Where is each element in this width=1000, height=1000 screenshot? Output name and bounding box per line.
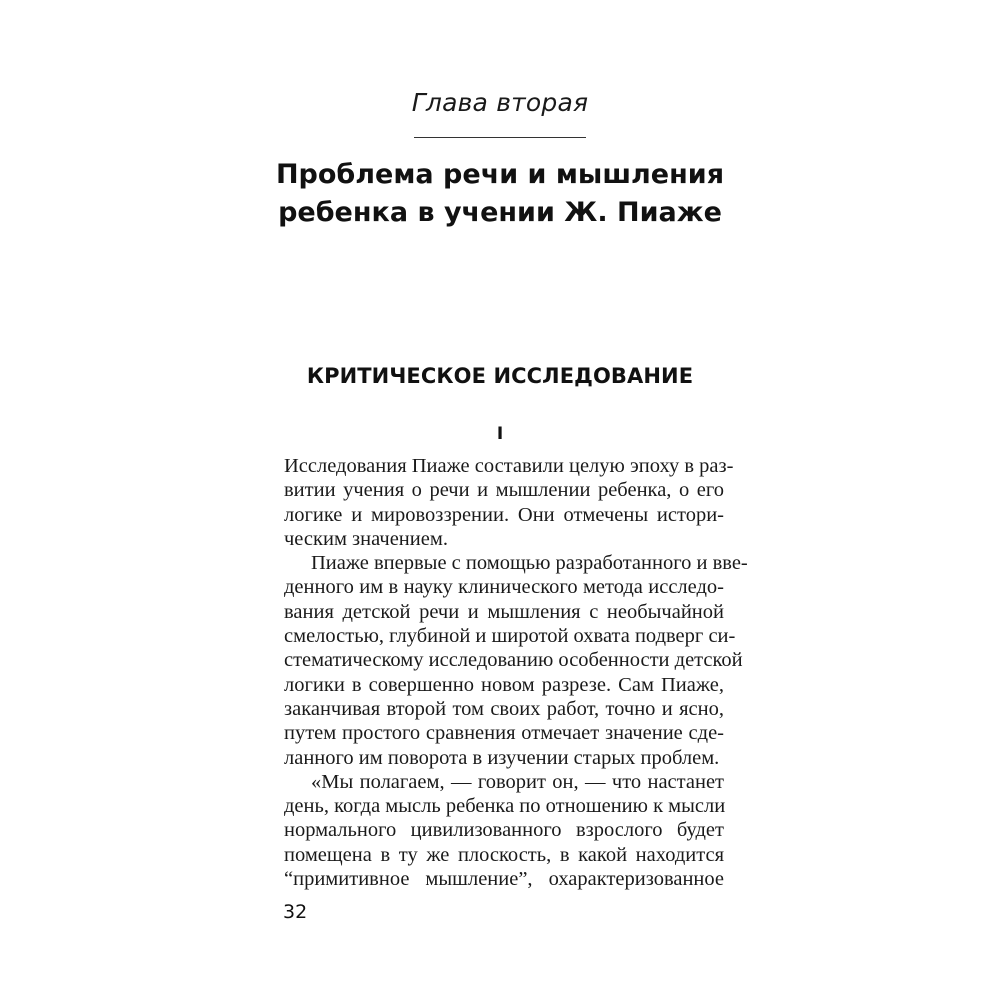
body-line: путем простого сравнения отмечает значение сде- — [284, 722, 724, 745]
body-line: стематическому исследованию особенности детской — [284, 649, 743, 672]
body-line: ланного им поворота в изучении старых проблем. — [284, 746, 720, 769]
body-line: логике и мировоззрении. Они отмечены истори- — [284, 503, 724, 526]
chapter-title-line: Проблема речи и мышления — [275, 159, 725, 190]
body-line: логики в совершенно новом разрезе. Сам Пиаже, — [284, 673, 724, 696]
body-text — [284, 454, 748, 891]
body-line: денного им в науку клинического метода исследо- — [284, 576, 724, 599]
body-line: помещена в ту же плоскость, в какой находится — [284, 843, 724, 866]
body-line: нормального цивилизованного взрослого будет — [284, 819, 724, 842]
chapter-title-line: ребенка в учении Ж. Пиаже — [278, 197, 722, 228]
chapter-label: Глава вторая — [411, 88, 589, 117]
body-line: заканчивая второй том своих работ, точно и ясно, — [284, 697, 724, 720]
body-line: ческим значением. — [284, 527, 448, 550]
chapter-divider — [414, 137, 586, 138]
body-line: витии учения о речи и мышлении ребенка, о его — [284, 479, 724, 502]
body-line: вания детской речи и мышления с необычайной — [284, 600, 724, 623]
body-line: «Мы полагаем, — говорит он, — что настанет — [311, 770, 724, 793]
body-line: Пиаже впервые с помощью разработанного и вве- — [311, 552, 748, 575]
body-line: Исследования Пиаже составили целую эпоху в раз- — [284, 455, 734, 477]
body-line: “примитивное мышление”, охарактеризованное — [284, 868, 724, 891]
section-number: I — [496, 424, 504, 444]
body-line: смелостью, глубиной и широтой охвата подверг си- — [284, 625, 736, 648]
page-number: 32 — [283, 901, 308, 923]
body-line: день, когда мысль ребенка по отношению к мысли — [284, 795, 726, 818]
section-heading: КРИТИЧЕСКОЕ ИССЛЕДОВАНИЕ — [306, 364, 694, 388]
chapter-title — [0, 156, 1000, 232]
